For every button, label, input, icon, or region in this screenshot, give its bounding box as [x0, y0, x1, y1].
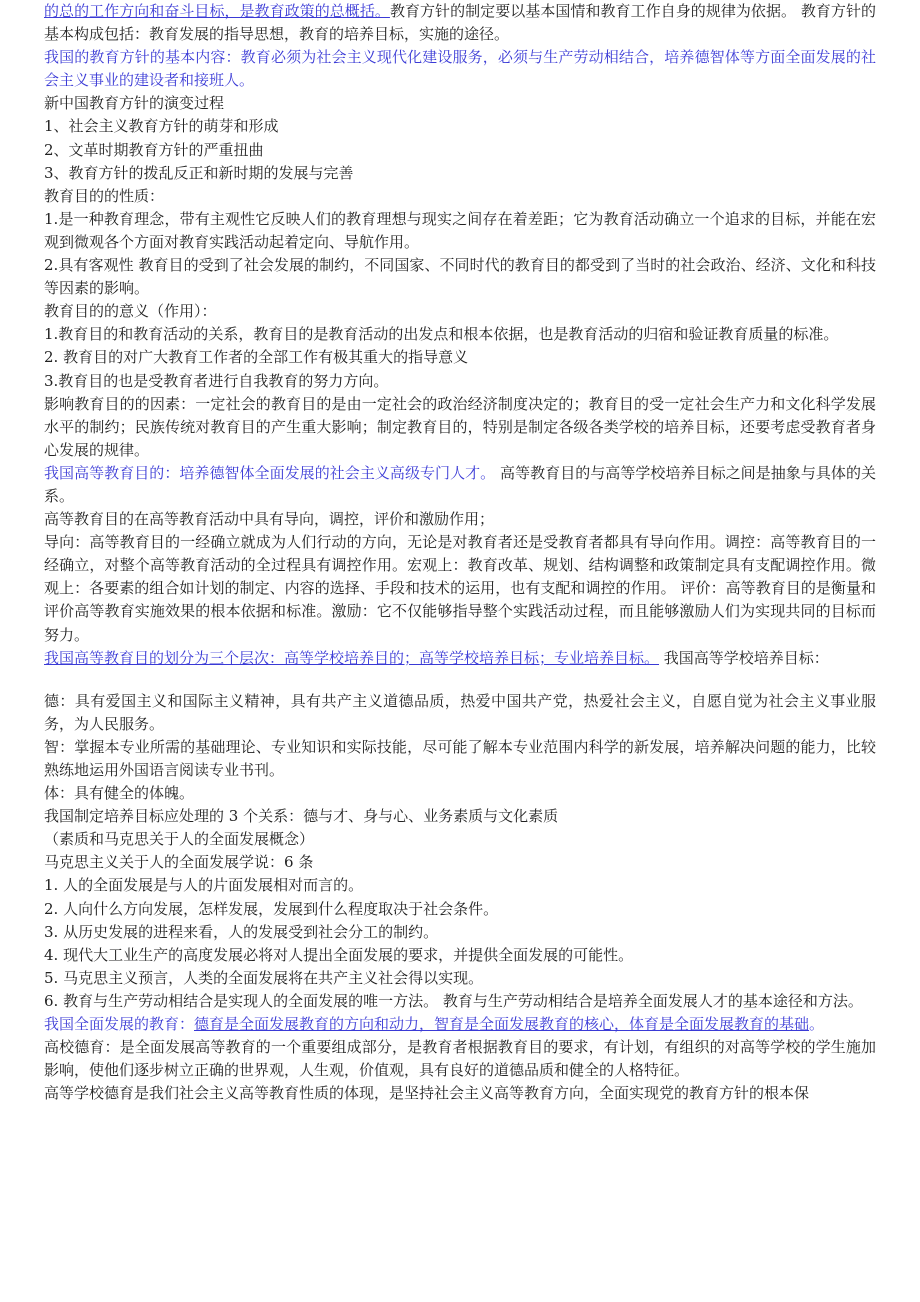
paragraph-intellect: 智：掌握本专业所需的基础理论、专业知识和实际技能，尽可能了解本专业范围内科学的新发展，培养解决问题的能力，比较熟练地运用外国语言阅读专业书刊。 [44, 737, 876, 779]
paragraph-three-relations: 我国制定培养目标应处理的 3 个关系：德与才、身与心、业务素质与文化素质 [44, 807, 559, 826]
paragraph-moral-education-nature: 高等学校德育是我们社会主义高等教育性质的体现，是坚持社会主义高等教育方向，全面实现党的教育方针的根本保 [44, 1084, 810, 1103]
list-item: 1、社会主义教育方针的萌芽和形成 [44, 117, 279, 136]
list-item: 2. 人向什么方向发展，怎样发展，发展到什么程度取决于社会条件。 [44, 899, 499, 918]
text-higher-ed-purpose: 我国高等教育目的：培养德智体全面发展的社会主义高级专门人才。 [44, 463, 496, 482]
list-item: 2. 教育目的对广大教育工作者的全部工作有极其重大的指导意义 [44, 348, 469, 367]
paragraph-comprehensive-education [44, 1013, 876, 1036]
paragraph-physical: 体：具有健全的体魄。 [44, 784, 195, 803]
list-item: 3. 从历史发展的进程来看，人的发展受到社会分工的制约。 [44, 922, 439, 941]
paragraph-moral: 德：具有爱国主义和国际主义精神，具有共产主义道德品质，热爱中国共产党，热爱社会主义，自愿自觉为社会主义事业服务，为人民服务。 [44, 691, 876, 733]
heading-purpose-nature: 教育目的的性质： [44, 186, 165, 205]
paragraph-policy-content: 我国的教育方针的基本内容：教育必须为社会主义现代化建设服务，必须与生产劳动相结合，培养德智体等方面全面发展的社会主义事业的建设者和接班人。 [44, 48, 876, 90]
text-period: 。 [809, 1015, 825, 1034]
text-policy-basis: 教育方针的制定要以基本国情和教育工作自身的规律为依据。 教育方针的基本构成包括：教育发展的指导思想，教育的培养目标，实施的途径。 [44, 2, 876, 44]
paragraph-higher-ed-functions: 高等教育目的在高等教育活动中具有导向，调控，评价和激励作用； [44, 510, 495, 529]
text-training-goals: 我国高等学校培养目标： [659, 648, 829, 667]
list-item: 5. 马克思主义预言，人类的全面发展将在共产主义社会得以实现。 [44, 968, 484, 987]
paragraph-moral-education: 高校德育：是全面发展高等教育的一个重要组成部分，是教育者根据教育目的要求，有计划，有组织的对高等学校的学生施加影响，使他们逐步树立正确的世界观，人生观，价值观，具有良好的道德品质和健全的人格特征。 [44, 1038, 876, 1080]
list-item: 1.是一种教育理念，带有主观性它反映人们的教育理想与现实之间存在着差距；它为教育活动确立一个追求的目标，并能在宏观到微观各个方面对教育实践活动起着定向、导航作用。 [44, 209, 876, 251]
paragraph-higher-ed-purpose [44, 462, 876, 508]
list-item: 3.教育目的也是受教育者进行自我教育的努力方向。 [44, 371, 389, 390]
text-higher-ed-relation: 高等教育目的与高等学校培养目标之间是抽象与具体的关系。 [44, 463, 876, 505]
heading-marx-theory: 马克思主义关于人的全面发展学说：6 条 [44, 853, 314, 872]
paragraph-function-details: 导向：高等教育目的一经确立就成为人们行动的方向，无论是对教育者还是受教育者都具有导向作用。调控：高等教育目的一经确立，对整个高等教育活动的全过程具有调控作用。宏观上：教育改革、规划、结构调整和政策制定具有支配调控作用。微观上：各要素的组合如计划的制定、内容的选择、手段和技术的运用，也有支配和调控的作用。 评价：高等教育目的是衡量和评价高等教育实施效果的根本依据和标准。激励：它不仅能够指导整个实践活动过程，而且能够激励人们为实现共同的目标而努力。 [44, 533, 876, 644]
list-item: 6. 教育与生产劳动相结合是实现人的全面发展的唯一方法。 教育与生产劳动相结合是培养全面发展人才的基本途径和方法。 [44, 991, 863, 1010]
list-item: 4. 现代大工业生产的高度发展必将对人提出全面发展的要求，并提供全面发展的可能性。 [44, 945, 634, 964]
list-item: 2.具有客观性 教育目的受到了社会发展的制约，不同国家、不同时代的教育目的都受到了当时的社会政治、经济、文化和科技等因素的影响。 [44, 256, 876, 298]
paragraph-education-policy-intro [44, 0, 876, 46]
paragraph-three-levels [44, 647, 876, 670]
link-policy-summary[interactable]: 的总的工作方向和奋斗目标，是教育政策的总概括。 [44, 2, 390, 20]
paragraph-purpose-factors: 影响教育目的的因素：一定社会的教育目的是由一定社会的政治经济制度决定的；教育目的受一定社会生产力和文化科学发展水平的制约；民族传统对教育目的产生重大影响；制定教育目的，特别是制定各级各类学校的培养目标，还要考虑受教育者身心发展的规律。 [44, 394, 876, 459]
heading-policy-evolution: 新中国教育方针的演变过程 [44, 94, 225, 113]
list-item: 1.教育目的和教育活动的关系，教育目的是教育活动的出发点和根本依据，也是教育活动的归宿和验证教育质量的标准。 [44, 325, 839, 344]
heading-purpose-meaning: 教育目的的意义（作用）： [44, 302, 217, 321]
list-item: 2、文革时期教育方针的严重扭曲 [44, 140, 264, 159]
link-three-levels[interactable]: 我国高等教育目的划分为三个层次：高等学校培养目的；高等学校培养目标；专业培养目标。 [44, 648, 660, 667]
blank-line [44, 670, 876, 690]
list-item: 3、教育方针的拨乱反正和新时期的发展与完善 [44, 163, 354, 182]
link-comprehensive-education[interactable]: 德育是全面发展教育的方向和动力，智育是全面发展教育的核心，体育是全面发展教育的基础 [194, 1015, 810, 1034]
paragraph-quality-note: （素质和马克思关于人的全面发展概念） [44, 830, 315, 849]
text-comprehensive-label: 我国全面发展的教育： [44, 1015, 195, 1034]
list-item: 1. 人的全面发展是与人的片面发展相对而言的。 [44, 876, 364, 895]
